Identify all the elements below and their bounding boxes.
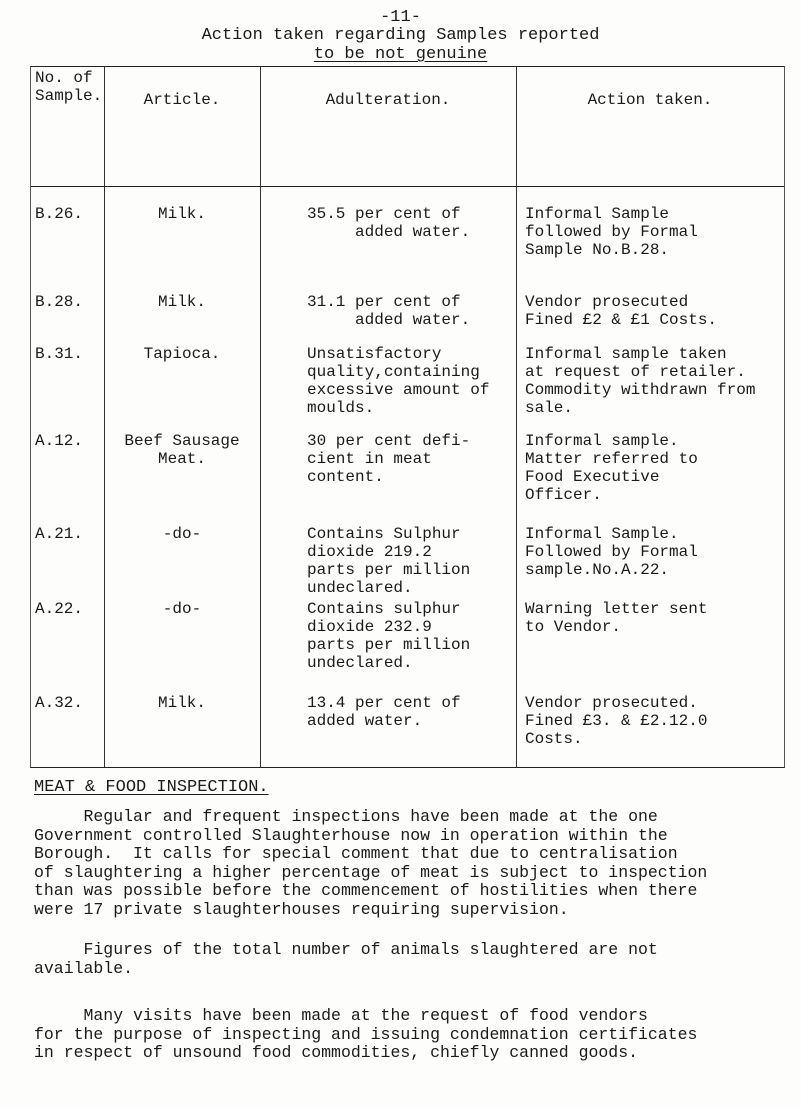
- cell-action: Informal sample taken at request of retailer. Commodity withdrawn from sale.: [525, 345, 756, 417]
- page-subtitle: [0, 45, 801, 64]
- samples-table: [30, 66, 785, 768]
- header-sample: No. of Sample.: [35, 69, 103, 105]
- cell-article: Tapioca.: [143, 345, 221, 363]
- cell-sample: A.22.: [35, 600, 84, 618]
- cell-adulteration: 13.4 per cent of added water.: [307, 694, 461, 730]
- cell-sample: B.28.: [35, 293, 84, 311]
- cell-adulteration: Unsatisfactory quality,containing excessive amount of moulds.: [307, 345, 490, 417]
- cell-action: Vendor prosecuted Fined £2 & £1 Costs.: [525, 293, 718, 329]
- cell-adulteration: 35.5 per cent of added water.: [307, 205, 471, 241]
- header-article: Article.: [143, 91, 221, 109]
- cell-sample: A.21.: [35, 525, 84, 543]
- header-divider: [31, 186, 784, 187]
- cell-article: Milk.: [157, 205, 206, 223]
- cell-adulteration: Contains Sulphur dioxide 219.2 parts per million undeclared.: [307, 525, 471, 597]
- cell-article: Milk.: [157, 694, 206, 712]
- column-divider: [516, 67, 517, 767]
- cell-article: -do-: [162, 525, 202, 543]
- cell-action: Warning letter sent to Vendor.: [525, 600, 708, 636]
- cell-action: Informal Sample. Followed by Formal sample.No.A.22.: [525, 525, 698, 579]
- cell-article: Milk.: [157, 293, 206, 311]
- page-title: Action taken regarding Samples reported: [201, 26, 600, 45]
- cell-action: Informal sample. Matter referred to Food Executive Officer.: [525, 432, 698, 504]
- cell-adulteration: Contains sulphur dioxide 232.9 parts per million undeclared.: [307, 600, 471, 672]
- section-heading: MEAT & FOOD INSPECTION.: [34, 778, 269, 797]
- page-subtitle-text: to be not genuine: [313, 45, 488, 64]
- paragraph: Many visits have been made at the request of food vendors for the purpose of inspecting and issuing condemnation certificates in respect of unsound food commodities, chiefly canned goods.: [34, 1006, 698, 1062]
- paragraph: Figures of the total number of animals slaughtered are not available.: [34, 940, 658, 978]
- cell-sample: A.12.: [35, 432, 84, 450]
- cell-sample: A.32.: [35, 694, 84, 712]
- cell-sample: B.31.: [35, 345, 84, 363]
- cell-action: Vendor prosecuted. Fined £3. & £2.12.0 Costs.: [525, 694, 708, 748]
- paragraph: Regular and frequent inspections have been made at the one Government controlled Slaughterhouse now in operation within the Borough. It calls for special comment that due to centralisation of slaughtering a higher percentage of meat is subject to inspection than was possible before the commencement of hostilities when there were 17 private slaughterhouses requiring supervision.: [34, 807, 708, 919]
- header-action: Action taken.: [587, 91, 713, 109]
- column-divider: [260, 67, 261, 767]
- cell-sample: B.26.: [35, 205, 84, 223]
- page-number: -11-: [380, 8, 421, 27]
- cell-article: Beef Sausage Meat.: [124, 432, 240, 468]
- column-divider: [104, 67, 105, 767]
- header-adulteration: Adulteration.: [325, 91, 451, 109]
- cell-adulteration: 31.1 per cent of added water.: [307, 293, 471, 329]
- cell-article: -do-: [162, 600, 202, 618]
- cell-action: Informal Sample followed by Formal Sample No.B.28.: [525, 205, 698, 259]
- cell-adulteration: 30 per cent defi- cient in meat content.: [307, 432, 471, 486]
